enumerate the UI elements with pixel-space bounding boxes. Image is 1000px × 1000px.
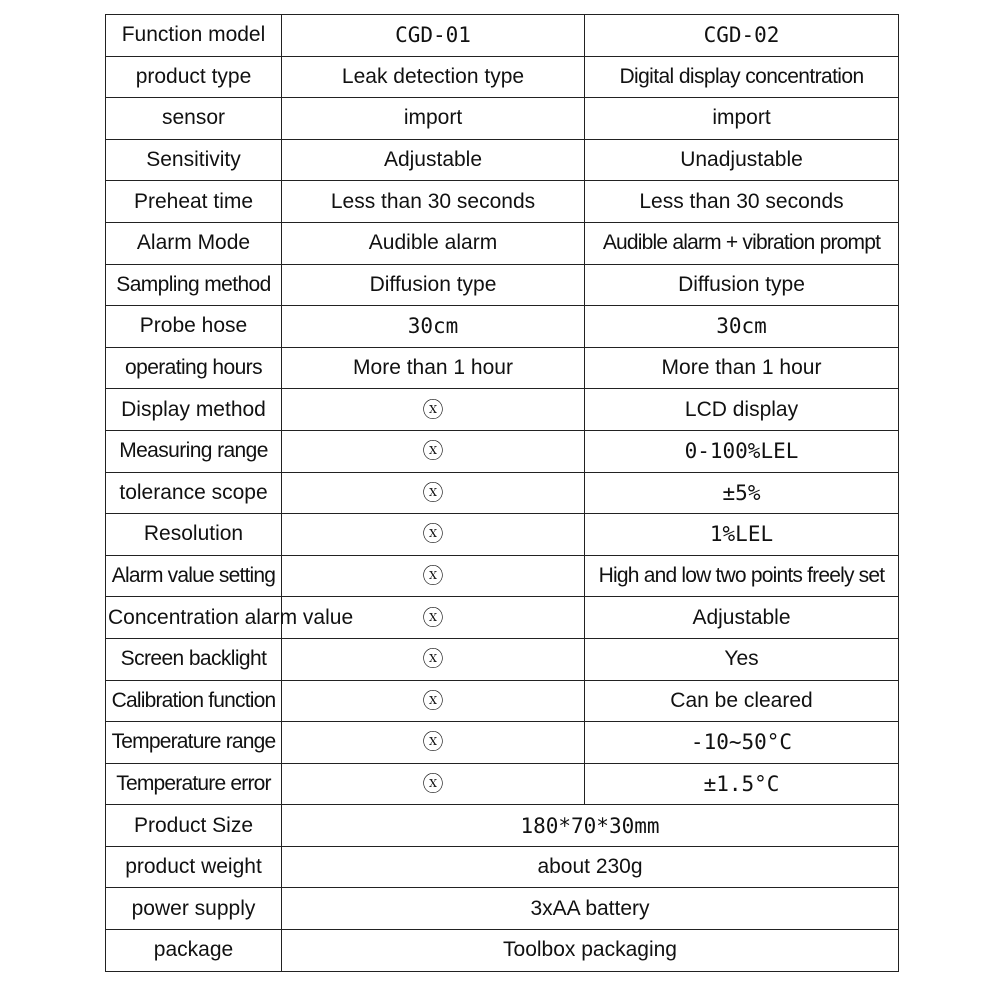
row-label: product type <box>106 56 282 98</box>
table-row <box>106 430 899 472</box>
table-row <box>106 930 899 972</box>
table-row <box>106 888 899 930</box>
table-row <box>106 181 899 223</box>
row-label: Preheat time <box>106 181 282 223</box>
cgd02-value: Yes <box>585 638 899 680</box>
cgd01-value: Diffusion type <box>282 264 585 306</box>
table-row <box>106 98 899 140</box>
row-label: Sensitivity <box>106 139 282 181</box>
row-label: Temperature error <box>106 763 282 805</box>
cgd01-value: Leak detection type <box>282 56 585 98</box>
row-label: Calibration function <box>106 680 282 722</box>
row-label: power supply <box>106 888 282 930</box>
cgd02-value: import <box>585 98 899 140</box>
table-row <box>106 805 899 847</box>
table-row <box>106 472 899 514</box>
not-available-icon: ⓧ <box>282 680 585 722</box>
cgd02-value: 30cm <box>585 306 899 348</box>
model2-header: CGD-02 <box>585 15 899 57</box>
row-label: Product Size <box>106 805 282 847</box>
table-row <box>106 514 899 556</box>
row-label: package <box>106 930 282 972</box>
not-available-icon: ⓧ <box>282 638 585 680</box>
cgd02-value: ±1.5°C <box>585 763 899 805</box>
not-available-icon: ⓧ <box>282 514 585 556</box>
row-label: Temperature range <box>106 722 282 764</box>
table-row <box>106 846 899 888</box>
cgd02-value: Diffusion type <box>585 264 899 306</box>
shared-value: about 230g <box>282 846 899 888</box>
table-row <box>106 555 899 597</box>
table-row <box>106 722 899 764</box>
shared-value: Toolbox packaging <box>282 930 899 972</box>
not-available-icon: ⓧ <box>282 472 585 514</box>
header-label: Function model <box>106 15 282 57</box>
not-available-icon: ⓧ <box>282 430 585 472</box>
cgd02-value: Adjustable <box>585 597 899 639</box>
cgd02-value: High and low two points freely set <box>585 555 899 597</box>
cgd02-value: Unadjustable <box>585 139 899 181</box>
cgd02-value: ±5% <box>585 472 899 514</box>
cgd02-value: LCD display <box>585 389 899 431</box>
cgd01-value: Adjustable <box>282 139 585 181</box>
model1-header: CGD-01 <box>282 15 585 57</box>
row-label: Measuring range <box>106 430 282 472</box>
row-label: Sampling method <box>106 264 282 306</box>
not-available-icon: ⓧ <box>282 389 585 431</box>
spec-table <box>105 14 899 972</box>
cgd02-value: 1%LEL <box>585 514 899 556</box>
cgd01-value: Less than 30 seconds <box>282 181 585 223</box>
shared-value: 180*70*30mm <box>282 805 899 847</box>
table-row <box>106 347 899 389</box>
row-label: sensor <box>106 98 282 140</box>
not-available-icon: ⓧ <box>282 597 585 639</box>
table-row <box>106 680 899 722</box>
row-label: Probe hose <box>106 306 282 348</box>
table-row <box>106 763 899 805</box>
not-available-icon: ⓧ <box>282 722 585 764</box>
header-row <box>106 15 899 57</box>
shared-value: 3xAA battery <box>282 888 899 930</box>
table-row <box>106 389 899 431</box>
table-row <box>106 56 899 98</box>
cgd02-value: More than 1 hour <box>585 347 899 389</box>
cgd01-value: More than 1 hour <box>282 347 585 389</box>
row-label: Alarm value setting <box>106 555 282 597</box>
row-label: Screen backlight <box>106 638 282 680</box>
cgd01-value: 30cm <box>282 306 585 348</box>
table-row <box>106 222 899 264</box>
cgd02-value: Can be cleared <box>585 680 899 722</box>
row-label: tolerance scope <box>106 472 282 514</box>
row-label: Alarm Mode <box>106 222 282 264</box>
row-label: Display method <box>106 389 282 431</box>
row-label: Resolution <box>106 514 282 556</box>
cgd02-value: Digital display concentration <box>585 56 899 98</box>
table-row <box>106 139 899 181</box>
table-row <box>106 264 899 306</box>
cgd02-value: -10~50°C <box>585 722 899 764</box>
cgd01-value: Audible alarm <box>282 222 585 264</box>
row-label: Concentration alarm value <box>106 597 282 639</box>
cgd01-value: import <box>282 98 585 140</box>
table-row <box>106 638 899 680</box>
not-available-icon: ⓧ <box>282 763 585 805</box>
row-label: operating hours <box>106 347 282 389</box>
cgd02-value: Audible alarm + vibration prompt <box>585 222 899 264</box>
table-row <box>106 597 899 639</box>
not-available-icon: ⓧ <box>282 555 585 597</box>
cgd02-value: Less than 30 seconds <box>585 181 899 223</box>
table-row <box>106 306 899 348</box>
cgd02-value: 0-100%LEL <box>585 430 899 472</box>
row-label: product weight <box>106 846 282 888</box>
